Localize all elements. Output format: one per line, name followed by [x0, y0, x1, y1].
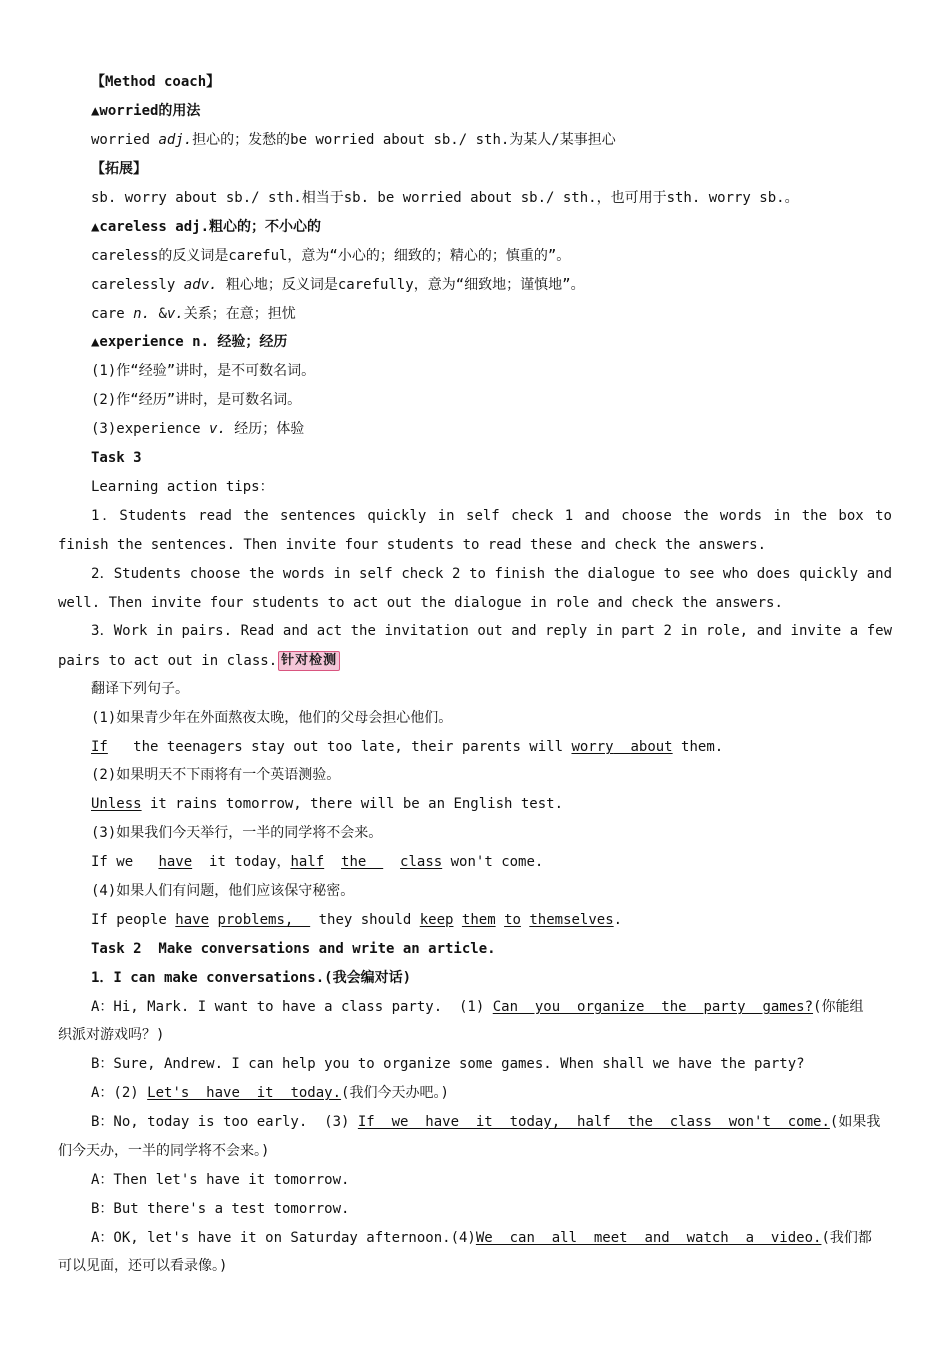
experience-item-3: (3)experience v. 经历；体验: [91, 421, 305, 437]
tips-label: Learning action tips：: [91, 479, 274, 495]
careless-antonym: careless的反义词是careful，意为“小心的；细致的；精心的；慎重的”。: [91, 248, 571, 264]
translation-a4: If people have problems, they should keep them to themselves.: [91, 912, 623, 928]
task3-heading: Task 3: [91, 450, 142, 466]
translation-q2: (2)如果明天不下雨将有一个英语测验。: [91, 767, 341, 783]
dialogue-line-7-cont: 可以见面，还可以看录像。): [58, 1258, 228, 1274]
experience-title: ▲experience n. 经验；经历: [91, 334, 288, 350]
dialogue-line-4: B：No, today is too early. (3) If we have it today, half the class won't come.(如果我: [91, 1114, 881, 1130]
targeted-test-badge: 针对检测: [278, 651, 340, 671]
tip-1-line-2: finish the sentences. Then invite four students to read these and check the answers.: [58, 537, 767, 553]
translation-a3: If we have it today，half the class won't come.: [91, 854, 544, 870]
tip-3-line-2: pairs to act out in class. 针对检测: [58, 648, 892, 674]
tip-3-line-1: 3．Work in pairs. Read and act the invitation out and reply in part 2 in role, and invite a few: [91, 623, 892, 639]
dialogue-line-7: A：OK, let's have it on Saturday afternoon.(4)We can all meet and watch a video.(我们都: [91, 1230, 872, 1246]
dialogue-line-6: B：But there's a test tomorrow.: [91, 1201, 350, 1217]
task2-heading: Task 2 Make conversations and write an article.: [91, 941, 496, 957]
method-coach-heading: 【Method coach】: [91, 74, 221, 90]
dialogue-line-4-cont: 们今天办，一半的同学将不会来。): [58, 1143, 270, 1159]
dialogue-line-5: A：Then let's have it tomorrow.: [91, 1172, 350, 1188]
experience-item-1: (1)作“经验”讲时，是不可数名词。: [91, 363, 316, 379]
dialogue-line-1: A：Hi, Mark. I want to have a class party. (1) Can you organize the party games?(你能组: [91, 999, 864, 1015]
translation-a1: If the teenagers stay out too late, their parents will worry about them.: [91, 739, 724, 755]
tip-2-line-1: 2．Students choose the words in self check 2 to finish the dialogue to see who does quickly and: [91, 566, 892, 582]
worried-definition: worried adj.担心的；发愁的be worried about sb./ sth.为某人/某事担心: [91, 132, 616, 148]
dialogue-line-2: B：Sure, Andrew. I can help you to organize some games. When shall we have the party?: [91, 1056, 805, 1072]
translation-instruction: 翻译下列句子。: [91, 681, 189, 697]
expand-heading: 【拓展】: [91, 161, 147, 177]
translation-a2: Unless it rains tomorrow, there will be an English test.: [91, 796, 564, 812]
experience-item-2: (2)作“经历”讲时，是可数名词。: [91, 392, 302, 408]
tip-1-line-1: 1．Students read the sentences quickly in self check 1 and choose the words in the box to: [91, 508, 892, 524]
dialogue-line-3: A：(2) Let's have it today.(我们今天办吧。): [91, 1085, 449, 1101]
dialogue-line-1-cont: 织派对游戏吗？): [58, 1027, 165, 1043]
translation-q4: (4)如果人们有问题，他们应该保守秘密。: [91, 883, 355, 899]
expand-text: sb. worry about sb./ sth.相当于sb. be worried about sb./ sth.，也可用于sth. worry sb.。: [91, 190, 799, 206]
careless-title: ▲careless adj.粗心的；不小心的: [91, 219, 322, 235]
translation-q1: (1)如果青少年在外面熬夜太晚，他们的父母会担心他们。: [91, 710, 453, 726]
tip-2-line-2: well. Then invite four students to act out the dialogue in role and check the answers.: [58, 595, 783, 611]
care-line: care n. &v.关系；在意；担忧: [91, 306, 296, 322]
worried-title: ▲worried的用法: [91, 103, 201, 119]
carelessly-line: carelessly adv. 粗心地；反义词是carefully，意为“细致地；谨慎地”。: [91, 277, 585, 293]
task2-subheading: 1．I can make conversations.(我会编对话): [91, 970, 412, 986]
translation-q3: (3)如果我们今天举行，一半的同学将不会来。: [91, 825, 383, 841]
